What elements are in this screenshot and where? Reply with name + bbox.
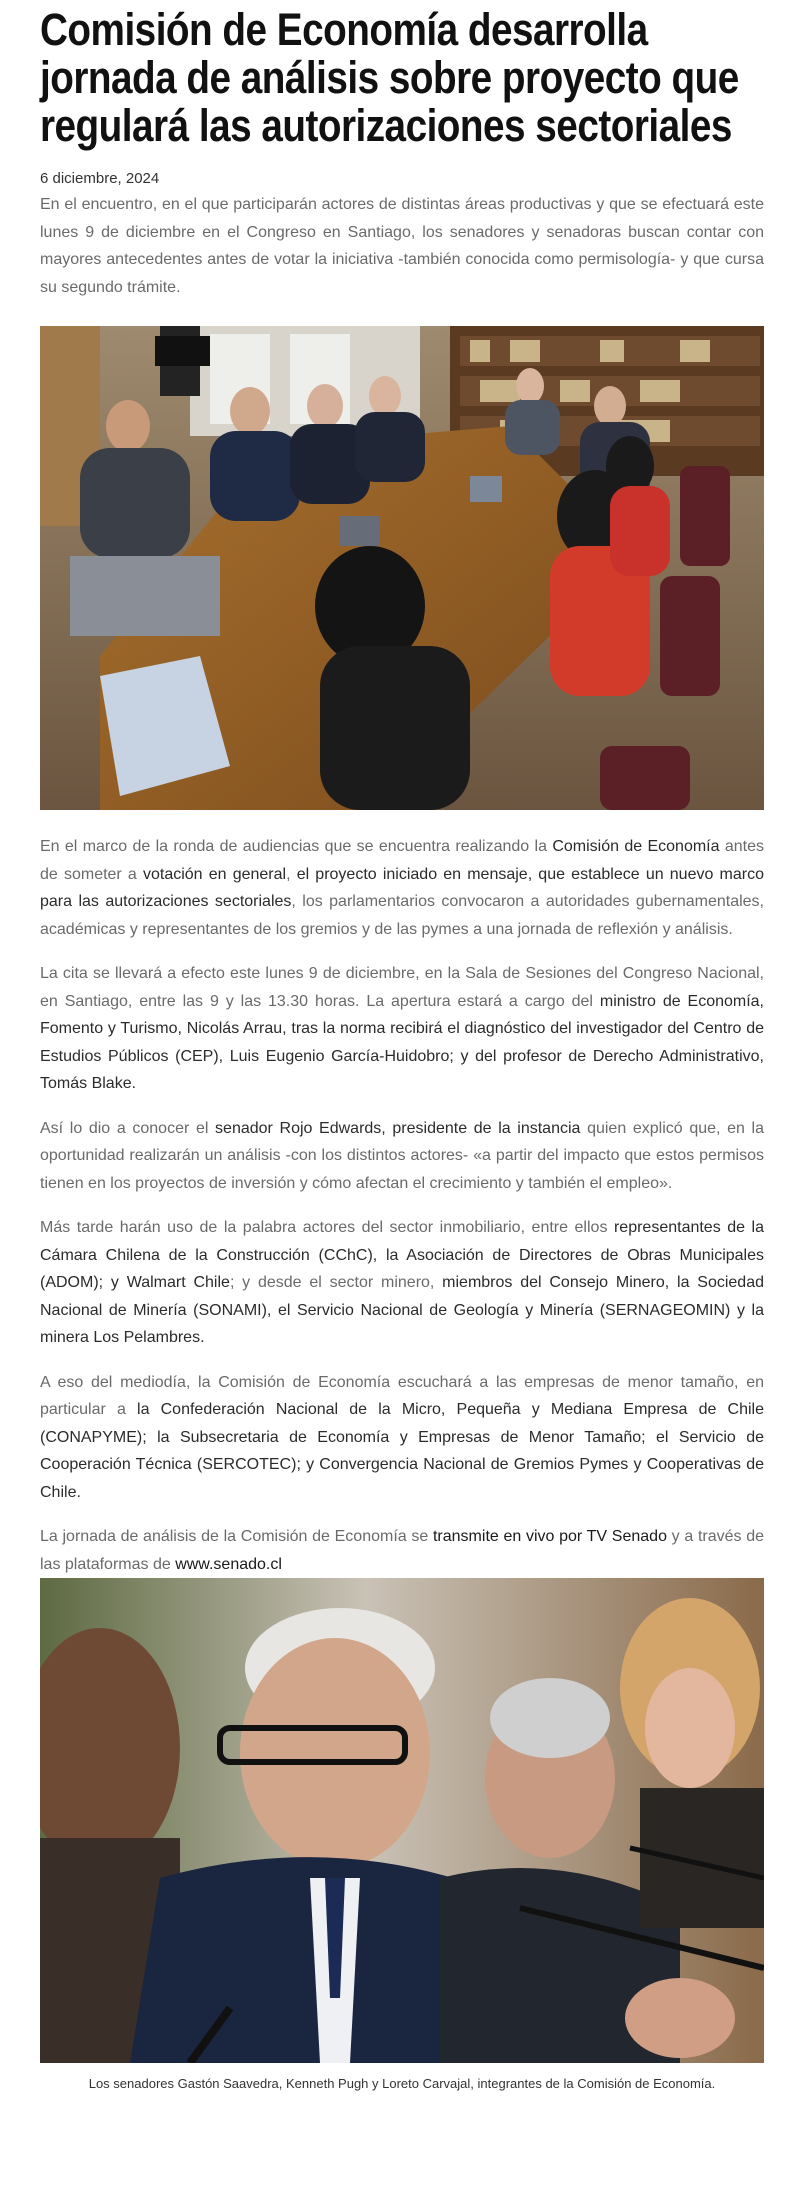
meeting-photo <box>40 326 764 810</box>
paragraph-2: La cita se llevará a efecto este lunes 9 de diciembre, en la Sala de Sesiones del Congreso Nacional, en Santiago, entre las 9 y las 13.30 horas. La apertura estará a cargo del ministro de Economía, Fomento y Turismo, Nicolás Arrau, tras la norma recibirá el diagnóstico del investigador del Centro de Estudios Públicos (CEP), Luis Eugenio García-Huidobro; y del profesor de Derecho Administrativo, Tomás Blake. <box>40 965 765 1092</box>
article-title: Comisión de Economía desarrolla jornada de análisis sobre proyecto que regulará las autorizaciones sectoriales <box>40 4 739 151</box>
publish-date: 6 diciembre, 2024 <box>40 170 160 187</box>
article-lead: En el encuentro, en el que participarán actores de distintas áreas productivas y que se efectuará este lunes 9 de diciembre en el Congreso en Santiago, los senadores y senadoras buscan contar con mayores antecedentes antes de votar la iniciativa -también conocida como permisología- y que cursa su segundo trámite. <box>40 196 764 296</box>
article <box>40 0 764 2091</box>
meeting-photo-illustration <box>40 326 764 810</box>
senado-website-link[interactable]: www.senado.cl <box>175 1555 282 1573</box>
senators-photo <box>40 1578 764 2063</box>
paragraph-3: Así lo dio a conocer el senador Rojo Edwards, presidente de la instancia quien explicó que, en la oportunidad realizarán un análisis -con los distintos actores- «a partir del impacto que estos permisos tienen en los proyectos de inversión y cómo afectan el crecimiento y también el empleo». <box>40 1119 764 1192</box>
paragraph-4: Más tarde harán uso de la palabra actores del sector inmobiliario, entre ellos representantes de la Cámara Chilena de la Construcción (CChC), la Asociación de Directores de Obras Municipales (ADOM); y Walmart Chile; y desde el sector minero, miembros del Consejo Minero, la Sociedad Nacional de Minería (SONAMI), el Servicio Nacional de Geología y Minería (SERNAGEOMIN) y la minera Los Pelambres. <box>40 1219 764 1346</box>
paragraph-1: En el marco de la ronda de audiencias que se encuentra realizando la Comisión de Economía antes de someter a votación en general, el proyecto iniciado en mensaje, que establece un nuevo marco para las autorizaciones sectoriales, los parlamentarios convocaron a autoridades gubernamentales, académicas y representantes de los gremios y de las pymes a una jornada de reflexión y análisis. <box>40 838 765 938</box>
paragraph-6: La jornada de análisis de la Comisión de Economía se transmite en vivo por TV Senado y a través de las plataformas de www.senado.cl <box>40 1528 765 1573</box>
paragraph-5: A eso del mediodía, la Comisión de Economía escuchará a las empresas de menor tamaño, en particular a la Confederación Nacional de la Micro, Pequeña y Mediana Empresa de Chile (CONAPYME); la Subsecretaria de Economía y Empresas de Menor Tamaño; el Servicio de Cooperación Técnica (SERCOTEC); y Convergencia Nacional de Gremios Pymes y Cooperativas de Chile. <box>40 1373 765 1501</box>
senators-photo-illustration <box>40 1578 764 2063</box>
tv-senado-link[interactable]: transmite en vivo por TV Senado <box>432 1528 667 1545</box>
photo-caption: Los senadores Gastón Saavedra, Kenneth Pugh y Loreto Carvajal, integrantes de la Comisión de Economía. <box>88 2076 716 2091</box>
